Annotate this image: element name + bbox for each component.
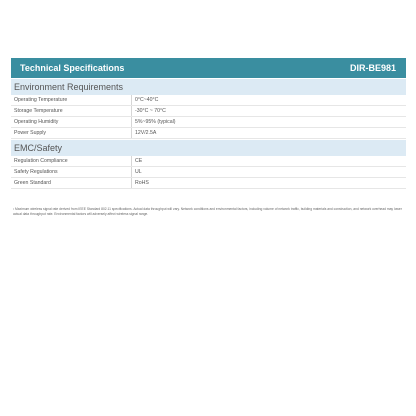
row-label: Storage Temperature: [14, 108, 63, 114]
table-row: [11, 106, 406, 117]
row-value: CE: [135, 158, 143, 164]
row-label: Regulation Compliance: [14, 158, 68, 164]
row-value: 0°C~40°C: [135, 97, 159, 103]
table-row: [11, 178, 406, 189]
row-value: -30°C ~ 70°C: [135, 108, 166, 114]
row-label: Operating Temperature: [14, 97, 68, 103]
row-label: Power Supply: [14, 130, 47, 136]
row-value: 12V/2.5A: [135, 130, 157, 136]
row-label: Green Standard: [14, 180, 51, 186]
row-label: Operating Humidity: [14, 119, 59, 125]
title-bar: [11, 58, 406, 78]
row-label: Safety Regulations: [14, 169, 58, 175]
table-row: [11, 167, 406, 178]
row-value: 5%~95% (typical): [135, 119, 176, 125]
row-value: RoHS: [135, 180, 149, 186]
table-row: [11, 117, 406, 128]
footnote: ¹ Maximum wireless signal rate derived from IEEE Standard 802.11 specifications. Actual data throughput will vary. Network conditions and environmental factors, including volume of network traffic, building materials and construction, and network overhead may lower actual data throughput rate. Environmental factors will adversely affect wireless signal range.: [13, 207, 402, 216]
section-header-emc-safety: EMC/Safety: [11, 139, 406, 156]
table-row: [11, 95, 406, 106]
model-number: DIR-BE981: [349, 63, 396, 73]
row-value: UL: [135, 169, 142, 175]
page-title: Technical Specifications: [20, 63, 125, 73]
table-row: [11, 128, 406, 139]
spec-sheet: [11, 58, 406, 189]
table-row: [11, 156, 406, 167]
section-header-environment: Environment Requirements: [11, 78, 406, 95]
